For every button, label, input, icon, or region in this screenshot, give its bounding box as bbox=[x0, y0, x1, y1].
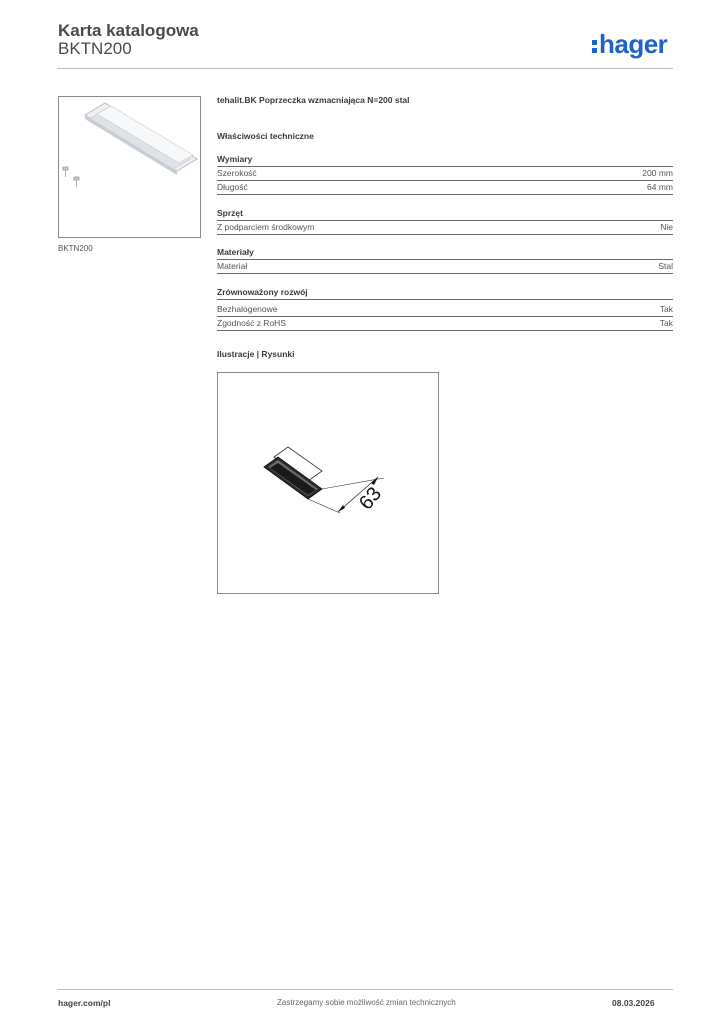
group-title: Sprzęt bbox=[217, 208, 673, 221]
product-image-caption: BKTN200 bbox=[58, 244, 93, 253]
group-title: Zrównoważony rozwój bbox=[217, 287, 673, 300]
product-details bbox=[217, 95, 673, 359]
illustrations-title: Ilustracje | Rysunki bbox=[217, 349, 295, 359]
dimension-drawing bbox=[218, 373, 438, 593]
logo-text: hager bbox=[599, 29, 668, 59]
product-code: BKTN200 bbox=[58, 39, 132, 58]
document-title: Karta katalogowa bbox=[58, 21, 199, 40]
property-label: Z podparciem środkowym bbox=[217, 222, 315, 232]
cross-rail-drawing bbox=[59, 97, 200, 237]
illustration-drawing bbox=[217, 372, 439, 594]
group-hardware bbox=[217, 208, 673, 235]
logo-colon-icon bbox=[592, 37, 597, 55]
property-label: Długość bbox=[217, 182, 248, 192]
footer-divider bbox=[57, 989, 673, 990]
footer-website-link[interactable]: hager.com/pl bbox=[58, 998, 111, 1008]
property-value: 200 mm bbox=[642, 168, 673, 178]
product-image bbox=[58, 96, 201, 238]
property-value: 64 mm bbox=[647, 182, 673, 192]
product-name: tehalit.BK Poprzeczka wzmacniająca N=200 stal bbox=[217, 95, 410, 105]
header-divider bbox=[57, 68, 673, 69]
property-value: Tak bbox=[659, 304, 673, 314]
property-value: Nie bbox=[660, 222, 673, 232]
property-row bbox=[217, 303, 673, 317]
property-value: Tak bbox=[659, 318, 673, 328]
dimension-label: 63 bbox=[354, 483, 387, 515]
property-row bbox=[217, 260, 673, 274]
property-row bbox=[217, 221, 673, 235]
group-sustainability bbox=[217, 287, 673, 331]
footer-date: 08.03.2026 bbox=[612, 998, 655, 1008]
property-row bbox=[217, 181, 673, 195]
footer-disclaimer: Zastrzegamy sobie możliwość zmian technicznych bbox=[277, 998, 456, 1007]
group-title: Materiały bbox=[217, 247, 673, 260]
group-title: Wymiary bbox=[217, 154, 673, 167]
property-row bbox=[217, 167, 673, 181]
property-label: Bezhalogenowe bbox=[217, 304, 278, 314]
property-row bbox=[217, 317, 673, 331]
group-dimensions bbox=[217, 154, 673, 195]
group-materials bbox=[217, 247, 673, 274]
hager-logo bbox=[592, 29, 667, 60]
property-value: Stal bbox=[658, 261, 673, 271]
property-label: Zgodność z RoHS bbox=[217, 318, 286, 328]
property-label: Szerokość bbox=[217, 168, 257, 178]
tech-properties-title: Właściwości techniczne bbox=[217, 131, 314, 141]
property-label: Materiał bbox=[217, 261, 248, 271]
